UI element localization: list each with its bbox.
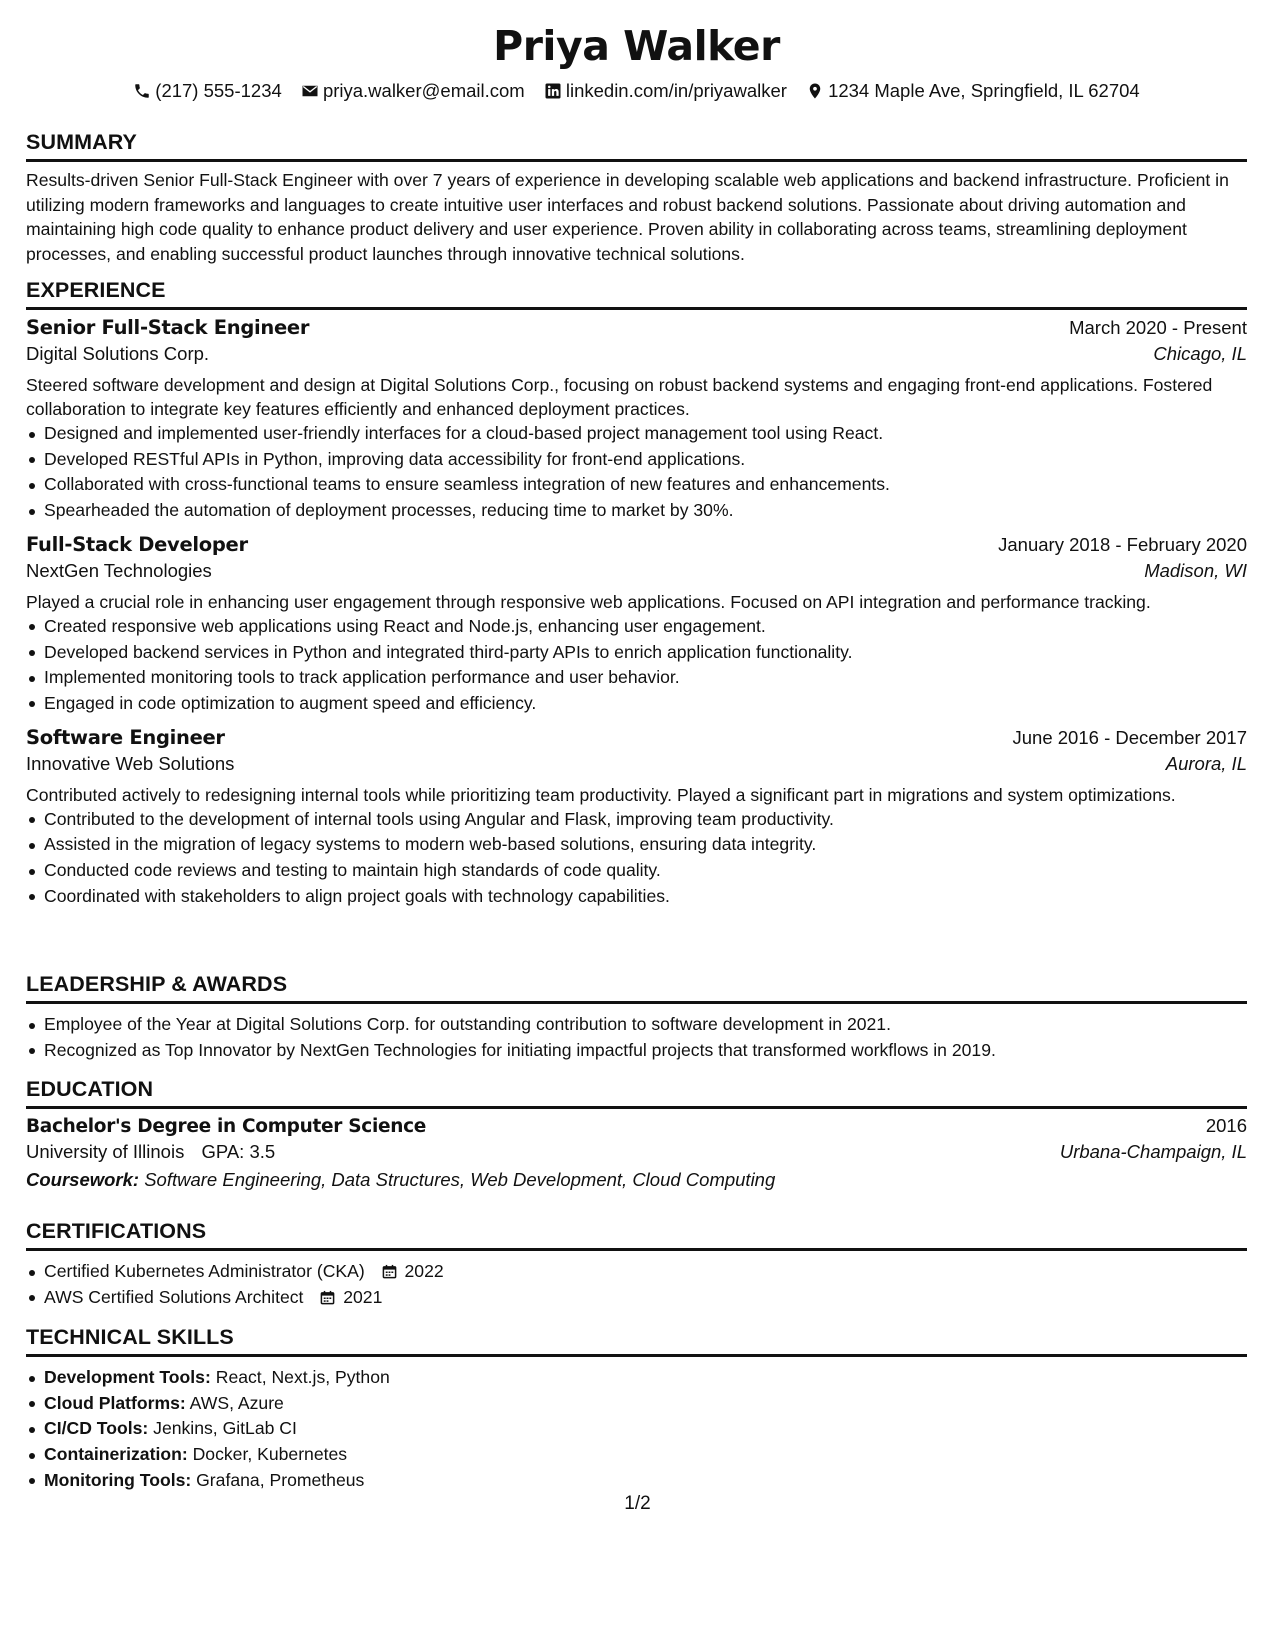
linkedin-text: linkedin.com/in/priyawalker xyxy=(565,80,787,101)
job-description: Steered software development and design at Digital Solutions Corp., focusing on robust backend systems and engaging front-end applications. Fostered collaboration to integrate key features efficiently and enhanced deployment practices. xyxy=(26,375,1213,419)
list-item xyxy=(44,1416,1247,1442)
address-text: 1234 Maple Ave, Springfield, IL 62704 xyxy=(828,80,1140,101)
list-item xyxy=(44,1442,1247,1468)
list-item: Developed RESTful APIs in Python, improving data accessibility for front-end applications. xyxy=(44,447,1247,473)
job-entry xyxy=(26,726,1247,910)
coursework-list: Software Engineering, Data Structures, Web Development, Cloud Computing xyxy=(144,1169,776,1190)
candidate-name: Priya Walker xyxy=(493,22,780,70)
job-bullets xyxy=(26,807,1247,910)
section-title-experience: EXPERIENCE xyxy=(26,278,1247,310)
calendar-icon xyxy=(382,1264,397,1279)
list-item xyxy=(44,1365,1247,1391)
list-item: Conducted code reviews and testing to maintain high standards of code quality. xyxy=(44,858,1247,884)
list-item: Collaborated with cross-functional teams to ensure seamless integration of new features and enhancements. xyxy=(44,472,1247,498)
envelope-icon xyxy=(301,82,319,100)
skill-label: Monitoring Tools: xyxy=(44,1469,192,1490)
list-item: Implemented monitoring tools to track application performance and user behavior. xyxy=(44,665,1247,691)
certification-name: AWS Certified Solutions Architect xyxy=(44,1286,304,1307)
skill-value: Grafana, Prometheus xyxy=(196,1469,365,1490)
job-bullets xyxy=(26,421,1247,524)
section-title-leadership: LEADERSHIP & AWARDS xyxy=(26,972,1247,1004)
graduation-year: 2016 xyxy=(1205,1115,1247,1136)
summary-text: Results-driven Senior Full-Stack Engineer with over 7 years of experience in developing scalable web applications and backend infrastructure. Proficient in utilizing modern frameworks and languages to create intuitive user interfaces and robust backend solutions. Passionate about driving automation and maintaining high code quality to enhance product delivery and user experience. Proven ability in collaborating across teams, streamlining deployment processes, and enabling successful product launches through innovative technical solutions. xyxy=(26,170,1229,264)
list-item xyxy=(44,1259,1247,1285)
company-name: Digital Solutions Corp. xyxy=(26,343,210,364)
list-item xyxy=(44,1391,1247,1417)
job-location: Aurora, IL xyxy=(1165,752,1247,774)
job-title: Software Engineer xyxy=(26,725,225,749)
skills-section xyxy=(26,1325,1247,1494)
page-number: 1/2 xyxy=(624,1493,651,1514)
education-section xyxy=(26,1077,1247,1191)
job-location: Chicago, IL xyxy=(1153,343,1247,364)
job-dates: June 2016 - December 2017 xyxy=(1012,726,1247,748)
job-dates: March 2020 - Present xyxy=(1069,317,1247,338)
calendar-icon xyxy=(320,1290,335,1305)
company-name: NextGen Technologies xyxy=(26,559,212,581)
list-item: Contributed to the development of internal tools using Angular and Flask, improving team productivity. xyxy=(44,807,1247,833)
coursework-label: Coursework: xyxy=(26,1169,140,1190)
certifications-list xyxy=(26,1259,1247,1310)
summary-section xyxy=(26,130,1247,266)
skill-label: CI/CD Tools: xyxy=(44,1418,149,1439)
section-title-education: EDUCATION xyxy=(26,1077,1247,1109)
school-location: Urbana-Champaign, IL xyxy=(1059,1141,1247,1162)
company-name: Innovative Web Solutions xyxy=(26,752,235,774)
list-item: Created responsive web applications using React and Node.js, enhancing user engagement. xyxy=(44,614,1247,640)
skill-label: Cloud Platforms: xyxy=(44,1392,186,1413)
contact-email[interactable] xyxy=(301,80,525,102)
section-title-summary: SUMMARY xyxy=(26,130,1247,162)
certification-year: 2021 xyxy=(343,1286,383,1307)
job-entry xyxy=(26,533,1247,717)
degree-title: Bachelor's Degree in Computer Science xyxy=(26,1116,427,1137)
list-item: Employee of the Year at Digital Solutions Corp. for outstanding contribution to software development in 2021. xyxy=(44,1012,1247,1038)
skill-label: Development Tools: xyxy=(44,1367,211,1387)
skill-label: Containerization: xyxy=(44,1444,188,1465)
list-item xyxy=(44,1285,1247,1311)
section-title-certifications: CERTIFICATIONS xyxy=(26,1219,1247,1251)
certifications-section xyxy=(26,1219,1247,1310)
leadership-section xyxy=(26,972,1247,1063)
list-item: Designed and implemented user-friendly interfaces for a cloud-based project management tool using React. xyxy=(44,421,1247,447)
phone-text: (217) 555-1234 xyxy=(155,80,282,101)
job-title: Senior Full-Stack Engineer xyxy=(26,316,310,339)
section-title-skills: TECHNICAL SKILLS xyxy=(26,1325,1247,1357)
school-name: University of Illinois xyxy=(26,1141,185,1162)
certification-year: 2022 xyxy=(404,1261,444,1281)
job-entry xyxy=(26,316,1247,524)
skills-list xyxy=(26,1365,1247,1494)
experience-section xyxy=(26,278,1247,909)
skill-value: React, Next.js, Python xyxy=(215,1367,390,1387)
skill-value: Docker, Kubernetes xyxy=(192,1444,348,1465)
contact-line xyxy=(26,80,1247,105)
job-description: Contributed actively to redesigning internal tools while prioritizing team productivity. Played a significant part in migrations and system optimizations. xyxy=(26,784,1176,805)
gpa: GPA: 3.5 xyxy=(201,1141,276,1162)
job-location: Madison, WI xyxy=(1144,559,1247,581)
certification-name: Certified Kubernetes Administrator (CKA) xyxy=(44,1261,365,1281)
coursework xyxy=(26,1169,1247,1191)
skill-value: Jenkins, GitLab CI xyxy=(153,1418,297,1439)
job-bullets xyxy=(26,614,1247,717)
awards-list xyxy=(26,1012,1247,1063)
list-item: Spearheaded the automation of deployment processes, reducing time to market by 30%. xyxy=(44,498,1247,524)
list-item: Engaged in code optimization to augment speed and efficiency. xyxy=(44,691,1247,717)
job-dates: January 2018 - February 2020 xyxy=(998,533,1247,555)
list-item: Developed backend services in Python and integrated third-party APIs to enrich application functionality. xyxy=(44,640,1247,666)
job-description: Played a crucial role in enhancing user engagement through responsive web applications. Focused on API integration and performance tracking. xyxy=(26,591,1151,612)
list-item xyxy=(44,1468,1247,1494)
contact-address xyxy=(806,80,1140,102)
list-item: Recognized as Top Innovator by NextGen Technologies for initiating impactful projects that transformed workflows in 2019. xyxy=(44,1038,1247,1064)
list-item: Coordinated with stakeholders to align project goals with technology capabilities. xyxy=(44,884,1247,910)
job-title: Full-Stack Developer xyxy=(26,532,248,556)
phone-icon xyxy=(133,82,151,100)
contact-phone[interactable] xyxy=(133,80,282,102)
skill-value: AWS, Azure xyxy=(189,1392,284,1413)
map-pin-icon xyxy=(806,82,824,100)
list-item: Assisted in the migration of legacy systems to modern web-based solutions, ensuring data integrity. xyxy=(44,832,1247,858)
contact-linkedin[interactable] xyxy=(544,80,787,102)
linkedin-icon xyxy=(544,82,562,100)
email-text: priya.walker@email.com xyxy=(322,80,525,101)
